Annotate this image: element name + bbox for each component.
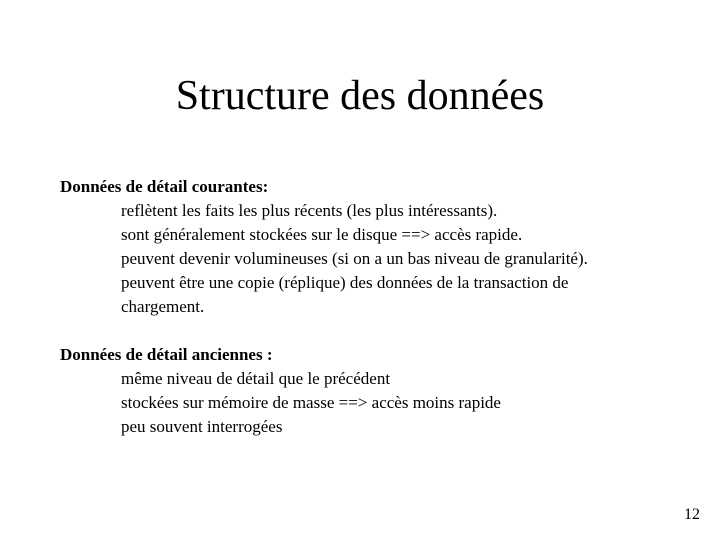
list-item-text-continued: chargement. bbox=[121, 297, 205, 316]
section-old-detail-data bbox=[60, 343, 700, 439]
list-item bbox=[60, 271, 700, 319]
list-item bbox=[60, 391, 700, 415]
list-item-text: peuvent être une copie (réplique) des données de la transaction de bbox=[121, 273, 569, 292]
list-item bbox=[60, 223, 700, 247]
list-item-text: sont généralement stockées sur le disque ==> accès rapide. bbox=[121, 225, 523, 244]
page-number: 12 bbox=[684, 506, 700, 523]
list-item-text: stockées sur mémoire de masse ==> accès moins rapide bbox=[121, 393, 501, 412]
list-item bbox=[60, 415, 700, 439]
list-item bbox=[60, 247, 700, 271]
list-item-text: reflètent les faits les plus récents (les plus intéressants). bbox=[121, 201, 498, 220]
section-current-detail-data bbox=[60, 175, 700, 319]
list-item-text: peuvent devenir volumineuses (si on a un bas niveau de granularité). bbox=[121, 249, 588, 268]
section-heading: Données de détail courantes: bbox=[60, 177, 269, 196]
list-item-text: peu souvent interrogées bbox=[121, 417, 283, 436]
list-item bbox=[60, 367, 700, 391]
section-heading: Données de détail anciennes : bbox=[60, 345, 273, 364]
list-item bbox=[60, 199, 700, 223]
list-item-text: même niveau de détail que le précédent bbox=[121, 369, 391, 388]
slide-title: Structure des données bbox=[175, 73, 545, 119]
